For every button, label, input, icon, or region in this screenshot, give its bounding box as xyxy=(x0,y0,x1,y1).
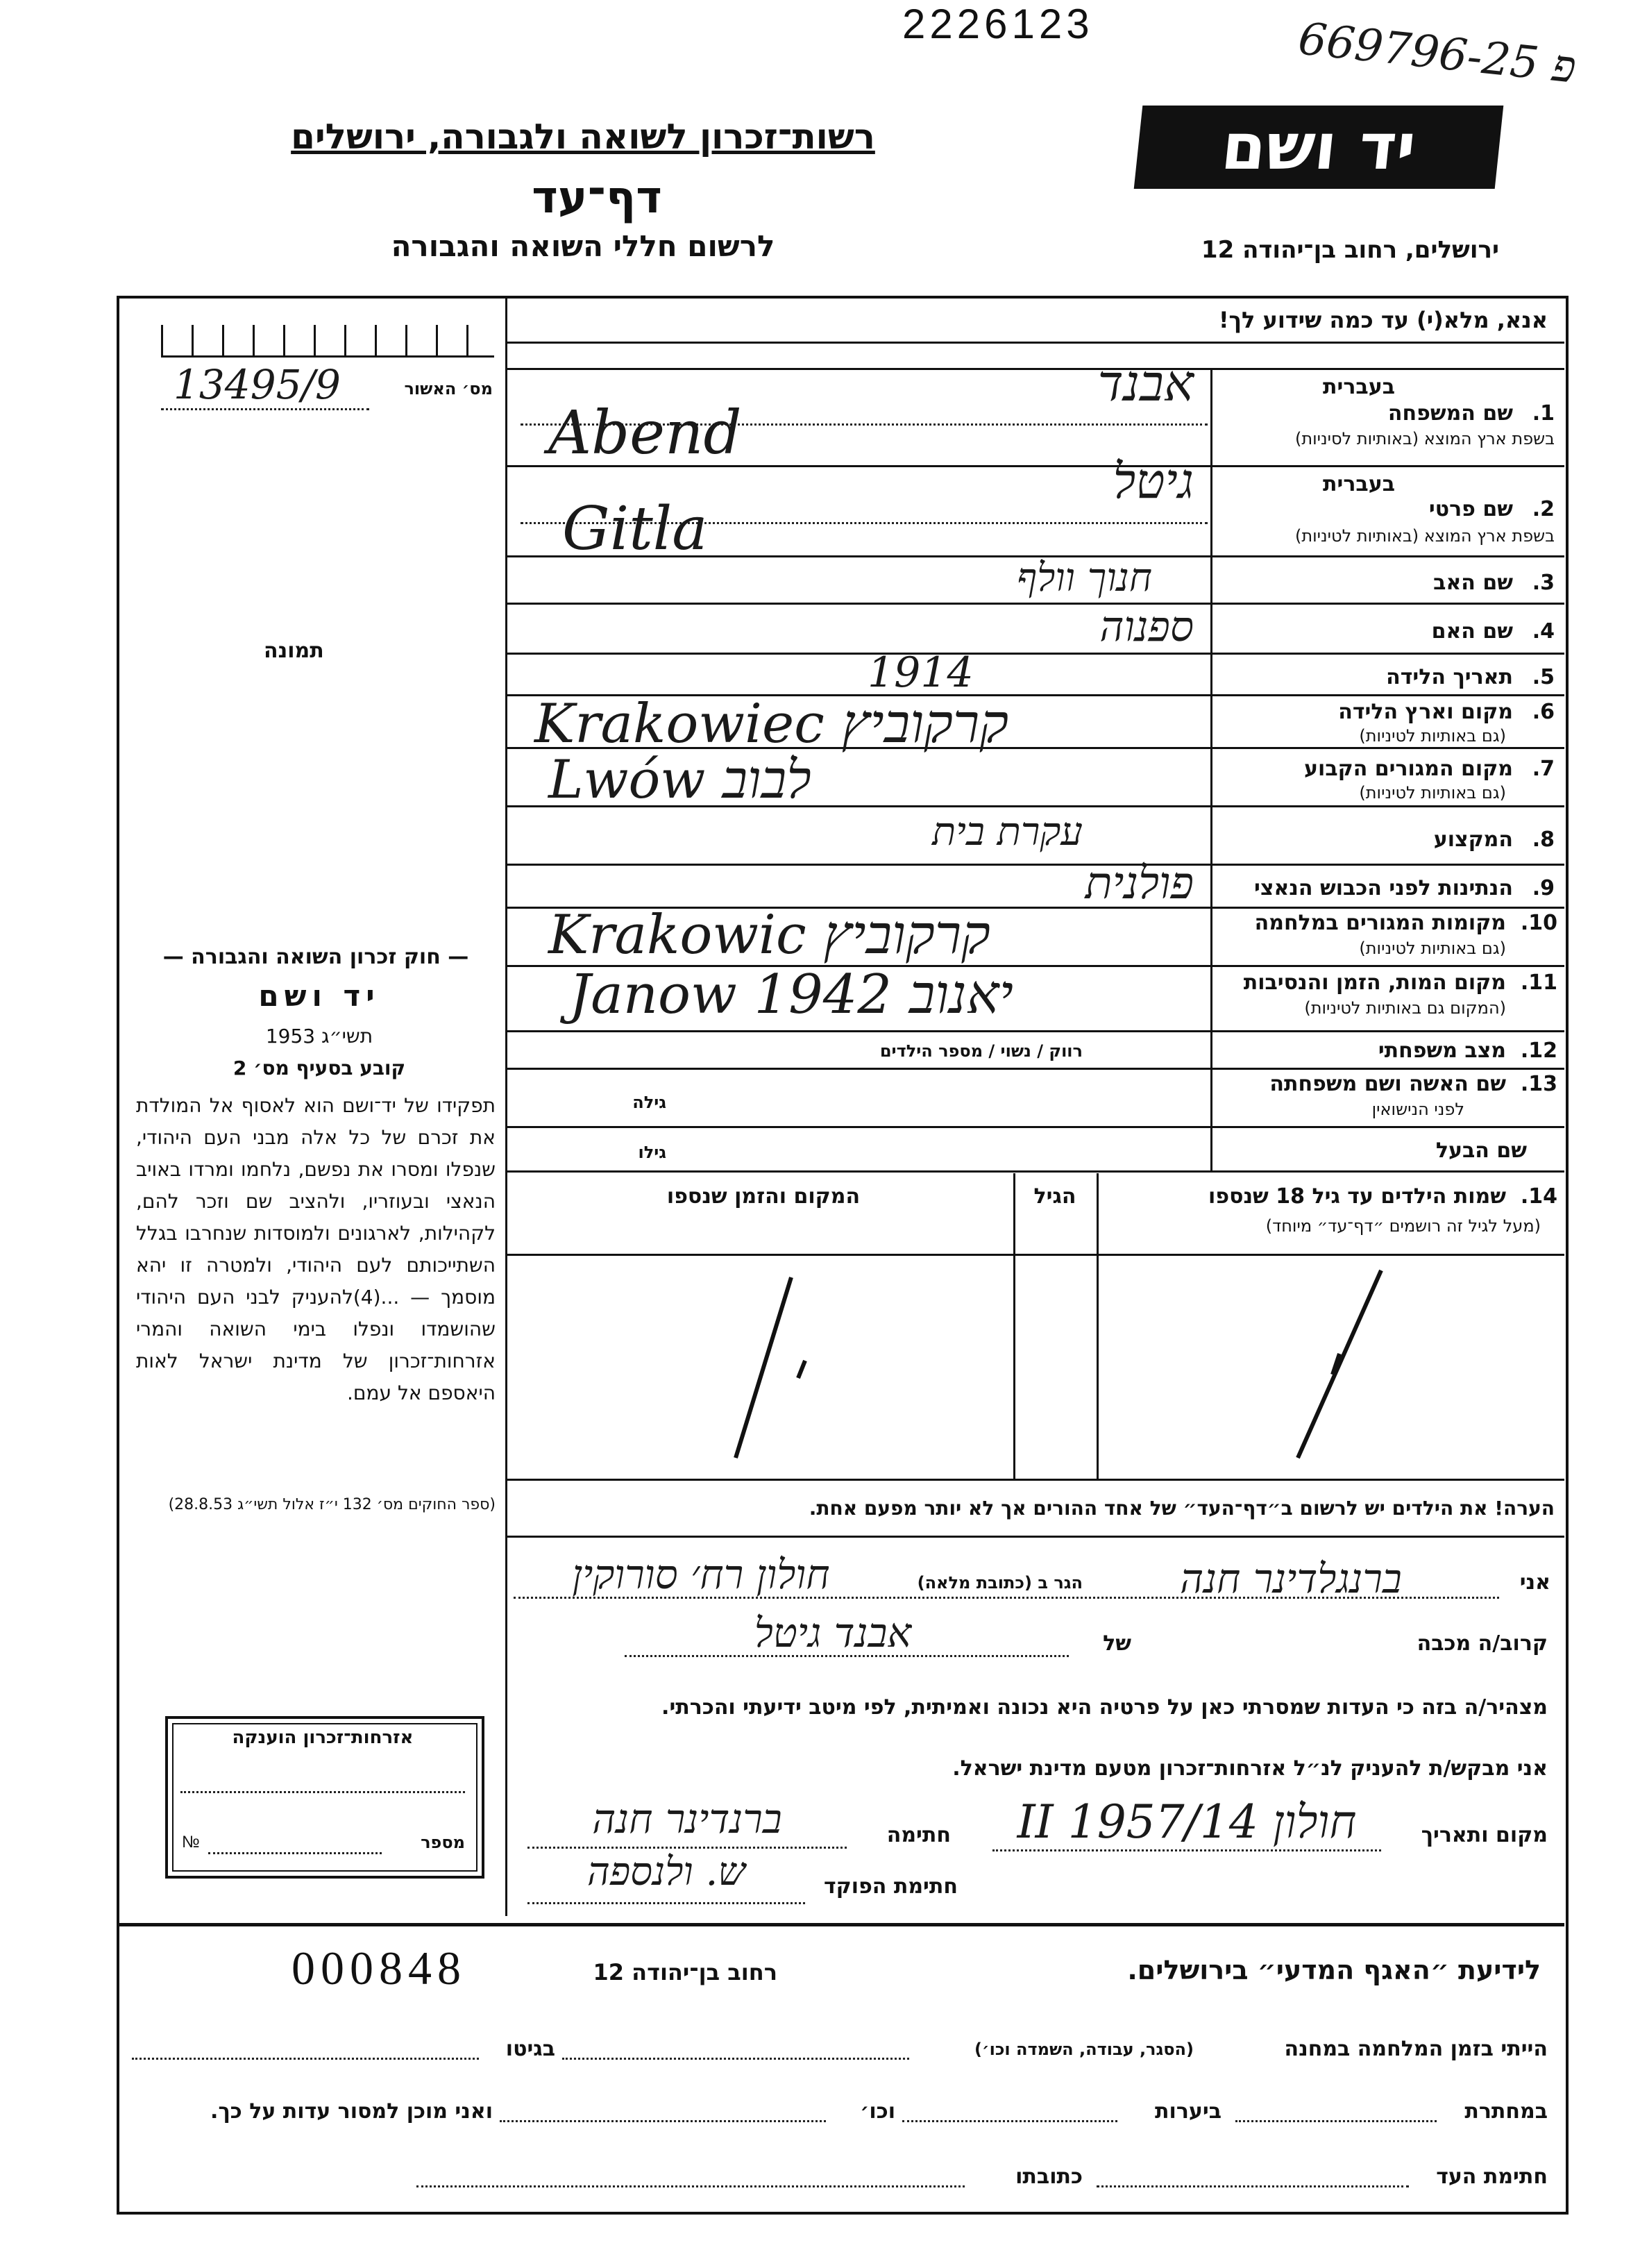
field-11-label: מקום המות, הזמן והנסיבות xyxy=(1243,971,1506,995)
registration-number: 13495/9 xyxy=(174,361,341,408)
bottom-line2-c: וכו׳ xyxy=(860,2099,895,2124)
field-2-lang: בעברית xyxy=(1323,472,1395,496)
citizenship-title: אזרחות־זכרון הוענקה xyxy=(232,1727,414,1748)
field-8-num: 8. xyxy=(1532,828,1555,852)
field-9-value: פולנית xyxy=(1085,858,1194,909)
notice-text: אנא, מלא(י) עד כמה שידוע לך! xyxy=(1218,307,1548,333)
field-6-label: מקום וארץ הלידה xyxy=(1338,700,1513,724)
citizenship-number-symbol: № xyxy=(182,1833,200,1851)
institution-name: רשות־זכרון לשואה ולגבורה, ירושלים xyxy=(291,117,875,157)
field-2-value-lat: Gitla xyxy=(562,494,708,564)
bottom-title: לידיעת ״האגף המדעי״ בירושלים. xyxy=(1127,1955,1541,1985)
serial-number: 2226123 xyxy=(902,1,1094,47)
bottom-line2-b: ביערות xyxy=(1155,2099,1221,2124)
field-11-sub: (המקום גם באותיות לטיניות) xyxy=(1304,998,1506,1018)
field-10-label: מקומות המגורים במלחמה xyxy=(1254,911,1506,935)
form-subtitle: לרשום חללי השואה והגבורה xyxy=(391,229,775,263)
field-2-num: 2. xyxy=(1532,497,1555,521)
label-column-divider xyxy=(1210,368,1212,1170)
field-6-num: 6. xyxy=(1532,700,1555,724)
field-5-num: 5. xyxy=(1532,665,1555,689)
field-6-value: Krakowiec קרקוביץ xyxy=(534,693,1009,755)
decl-place-date-value: חולון 14/II 1957 xyxy=(1017,1795,1357,1849)
bottom-line3-a: חתימת העד xyxy=(1436,2165,1548,2189)
children-strike-marks xyxy=(507,1257,1562,1479)
decl-address-value: חולון רח׳ סורוקין xyxy=(572,1551,830,1598)
handwritten-reference: 669796-25 פ xyxy=(1296,13,1579,94)
husband-label: שם הבעל xyxy=(1435,1139,1527,1163)
row-line xyxy=(507,1126,1564,1128)
yad-vashem-logo: יד ושם xyxy=(1134,106,1504,189)
registration-label: מס׳ האשור xyxy=(404,379,493,398)
children-label: שמות הילדים עד גיל 18 שנספו xyxy=(1208,1184,1506,1209)
field-1-label: שם המשפחה xyxy=(1387,401,1513,426)
children-sub: (מעל לגיל זה רושמים ״דף־עד״ מיוחד) xyxy=(1265,1216,1541,1236)
decl-officer-label: חתימת הפוקד xyxy=(824,1874,958,1899)
decl-line xyxy=(527,1847,847,1849)
field-7-value: Lwów לבוב xyxy=(548,748,811,810)
field-5-label: תאריך הלידה xyxy=(1386,665,1513,689)
field-7-sub: (גם באותיות לטיניות) xyxy=(1359,783,1506,803)
header-address: ירושלים, רחוב בן־יהודה 12 xyxy=(1201,236,1499,264)
registration-line xyxy=(161,408,369,410)
bottom-fill-line xyxy=(902,2120,1117,2122)
law-source: (ספר החוקים מס׳ 132 י״ז אלול תשי״ג 28.8.53) xyxy=(168,1496,496,1513)
husband-value: גילו xyxy=(638,1143,666,1162)
field-2-value-heb: גיטל xyxy=(1113,453,1194,510)
bottom-line1-a: הייתי בזמן המלחמה במחנה xyxy=(1284,2037,1548,2061)
field-12-label: מצב משפחתי xyxy=(1378,1039,1506,1063)
field-4-num: 4. xyxy=(1532,619,1555,644)
bottom-fill-line xyxy=(132,2058,479,2060)
law-title: — חוק זכרון השואה והגבורה — xyxy=(162,945,469,969)
decl-line xyxy=(527,1902,805,1904)
field-2-sub: בשפת ארץ המוצא (באותיות לטיניות) xyxy=(1295,526,1555,546)
field-11-value: Janow 1942 יאנוב xyxy=(569,964,1014,1026)
bottom-section-divider xyxy=(118,1923,1564,1926)
bottom-line3-b: כתובתו xyxy=(1015,2165,1083,2189)
field-9-num: 9. xyxy=(1532,876,1555,900)
field-13-value: גילה xyxy=(632,1093,666,1112)
citizenship-number-line xyxy=(208,1852,382,1854)
decl-place-date-label: מקום ותאריך xyxy=(1421,1823,1548,1847)
decl-line xyxy=(625,1655,1069,1657)
children-bottom-line xyxy=(507,1479,1564,1481)
bottom-fill-line xyxy=(500,2120,826,2122)
field-9-label: הנתינות לפני הכבוש הנאצי xyxy=(1254,876,1513,900)
photo-label: תמונה xyxy=(264,639,324,663)
form-title: דף־עד xyxy=(532,172,662,224)
row-line xyxy=(507,1170,1564,1173)
bottom-address: רחוב בן־יהודה 12 xyxy=(593,1959,777,1985)
bottom-fill-line xyxy=(1097,2185,1409,2187)
field-13-num: 13. xyxy=(1520,1072,1557,1096)
remark-text: הערה! את הילדים יש לרשום ב״דף־העד״ של אחד ההורים אך לא יותר מפעם אחת. xyxy=(809,1497,1555,1520)
bottom-line1-c: בגיטו xyxy=(505,2037,555,2061)
bottom-fill-line xyxy=(416,2185,965,2187)
decl-line xyxy=(514,1597,1499,1599)
decl-declarant: ברנגלדינר חנה xyxy=(1180,1555,1402,1602)
decl-line xyxy=(992,1849,1381,1851)
field-8-value: עקרת בית xyxy=(932,809,1083,855)
field-4-label: שם האם xyxy=(1431,619,1513,644)
children-header-line xyxy=(507,1254,1564,1256)
field-6-sub: (גם באותיות לטיניות) xyxy=(1359,726,1506,746)
row-line xyxy=(507,1068,1564,1070)
field-3-value: חנוך וולף xyxy=(1017,555,1152,600)
field-12-num: 12. xyxy=(1520,1039,1557,1063)
registration-ticks xyxy=(161,325,494,358)
citizenship-line xyxy=(180,1791,465,1793)
field-1-value-heb: אבנד xyxy=(1097,354,1194,412)
field-1-num: 1. xyxy=(1532,401,1555,426)
law-year: תשי״ג 1953 xyxy=(265,1025,373,1048)
field-11-num: 11. xyxy=(1520,971,1557,995)
children-col-place: המקום והזמן שנספו xyxy=(666,1184,861,1209)
decl-line2: אני מבקש/ת להעניק לנ״ל אזרחות־זכרון מטעם מדינת ישראל. xyxy=(952,1756,1548,1781)
field-10-num: 10. xyxy=(1520,911,1557,935)
field-12-value: רווק / נשוי / מספר הילדים xyxy=(879,1041,1083,1061)
bottom-form-number: 000848 xyxy=(291,1942,466,1994)
field-3-num: 3. xyxy=(1532,571,1555,595)
decl-of-label: של xyxy=(1103,1631,1131,1656)
field-4-value: ספנוה xyxy=(1099,603,1194,651)
field-13-label: שם האשה ושם משפחתה xyxy=(1269,1072,1506,1096)
field-7-label: מקום המגורים הקבוע xyxy=(1304,757,1513,781)
law-text: תפקידו של יד־ושם הוא לאסוף אל המולדת את זכרם של כל אלה מבני העם היהודי, שנפלו ומסרו את נפשם, נלחמו ומרדו באויב הנאצי ובעוזריו, ולהציב שם וזכר להם, לקהילות, לארגונים ולמוסדות שנחרבו בגלל השתייכותם לעם היהודי, ולמטרה זו יהא מוסמך — ...(4)להעניק לבני העם היהודי שהושמדו ונפלו בימי השואה והמרי אזרחות־זכרון של מדינת ישראל לאות היאספם אל עמם. xyxy=(136,1094,496,1404)
row-line xyxy=(507,653,1564,655)
decl-line1: מצהיר/ה בזה כי העדות שמסרתי כאן על פרטיה היא נכונה ואמיתית, לפי מיטב ידיעתי והכרתי. xyxy=(661,1695,1548,1720)
bottom-line1-b: (הסגר, עבודה, השמדה וכו׳) xyxy=(974,2040,1194,2059)
decl-relative-label: קרוב/ה מכבה xyxy=(1417,1631,1548,1656)
children-col-age: הגיל xyxy=(1033,1184,1076,1209)
bottom-line2-d: ואני מוכן למסור עדות על כך. xyxy=(210,2099,493,2124)
notice-divider xyxy=(507,342,1564,344)
bottom-line2-a: במחתרת xyxy=(1464,2099,1548,2124)
citizenship-number-label: מספר xyxy=(421,1833,465,1852)
field-1-lang: בעברית xyxy=(1323,375,1395,399)
remark-line xyxy=(507,1536,1564,1538)
row-line xyxy=(507,1030,1564,1032)
decl-signature-label: חתימה xyxy=(886,1823,951,1847)
field-3-label: שם האב xyxy=(1433,571,1513,595)
field-10-sub: (גם באותיות לטיניות) xyxy=(1359,939,1506,958)
field-5-value: 1914 xyxy=(868,648,974,697)
field-2-label: שם פרטי xyxy=(1428,497,1513,521)
bottom-fill-line xyxy=(562,2058,909,2060)
decl-ani: אני xyxy=(1519,1570,1550,1595)
bottom-fill-line xyxy=(1235,2120,1437,2122)
law-clause: קובע בסעיף מס׳ 2 xyxy=(233,1057,406,1080)
decl-signature-value: ברנדינר חנה xyxy=(592,1795,782,1842)
children-num: 14. xyxy=(1520,1184,1557,1209)
field-13-sub: לפני הנישואין xyxy=(1371,1100,1464,1119)
field-8-label: המקצוע xyxy=(1433,828,1513,852)
left-column-divider xyxy=(505,299,507,1916)
law-logo: יד ושם xyxy=(258,979,380,1013)
field-1-value-lat: Abend xyxy=(548,398,742,468)
field-7-num: 7. xyxy=(1532,757,1555,781)
field-10-value: Krakowic קרקוביץ xyxy=(548,904,990,966)
decl-relative-value: אבנד גיטל xyxy=(754,1609,912,1656)
decl-resides-label: הגר ב (כתובת מלאה) xyxy=(917,1573,1083,1593)
field-1-sub: בשפת ארץ המוצא (באותיות לסיניות) xyxy=(1294,429,1555,448)
decl-officer-value: ש. ולנספה xyxy=(587,1849,745,1895)
